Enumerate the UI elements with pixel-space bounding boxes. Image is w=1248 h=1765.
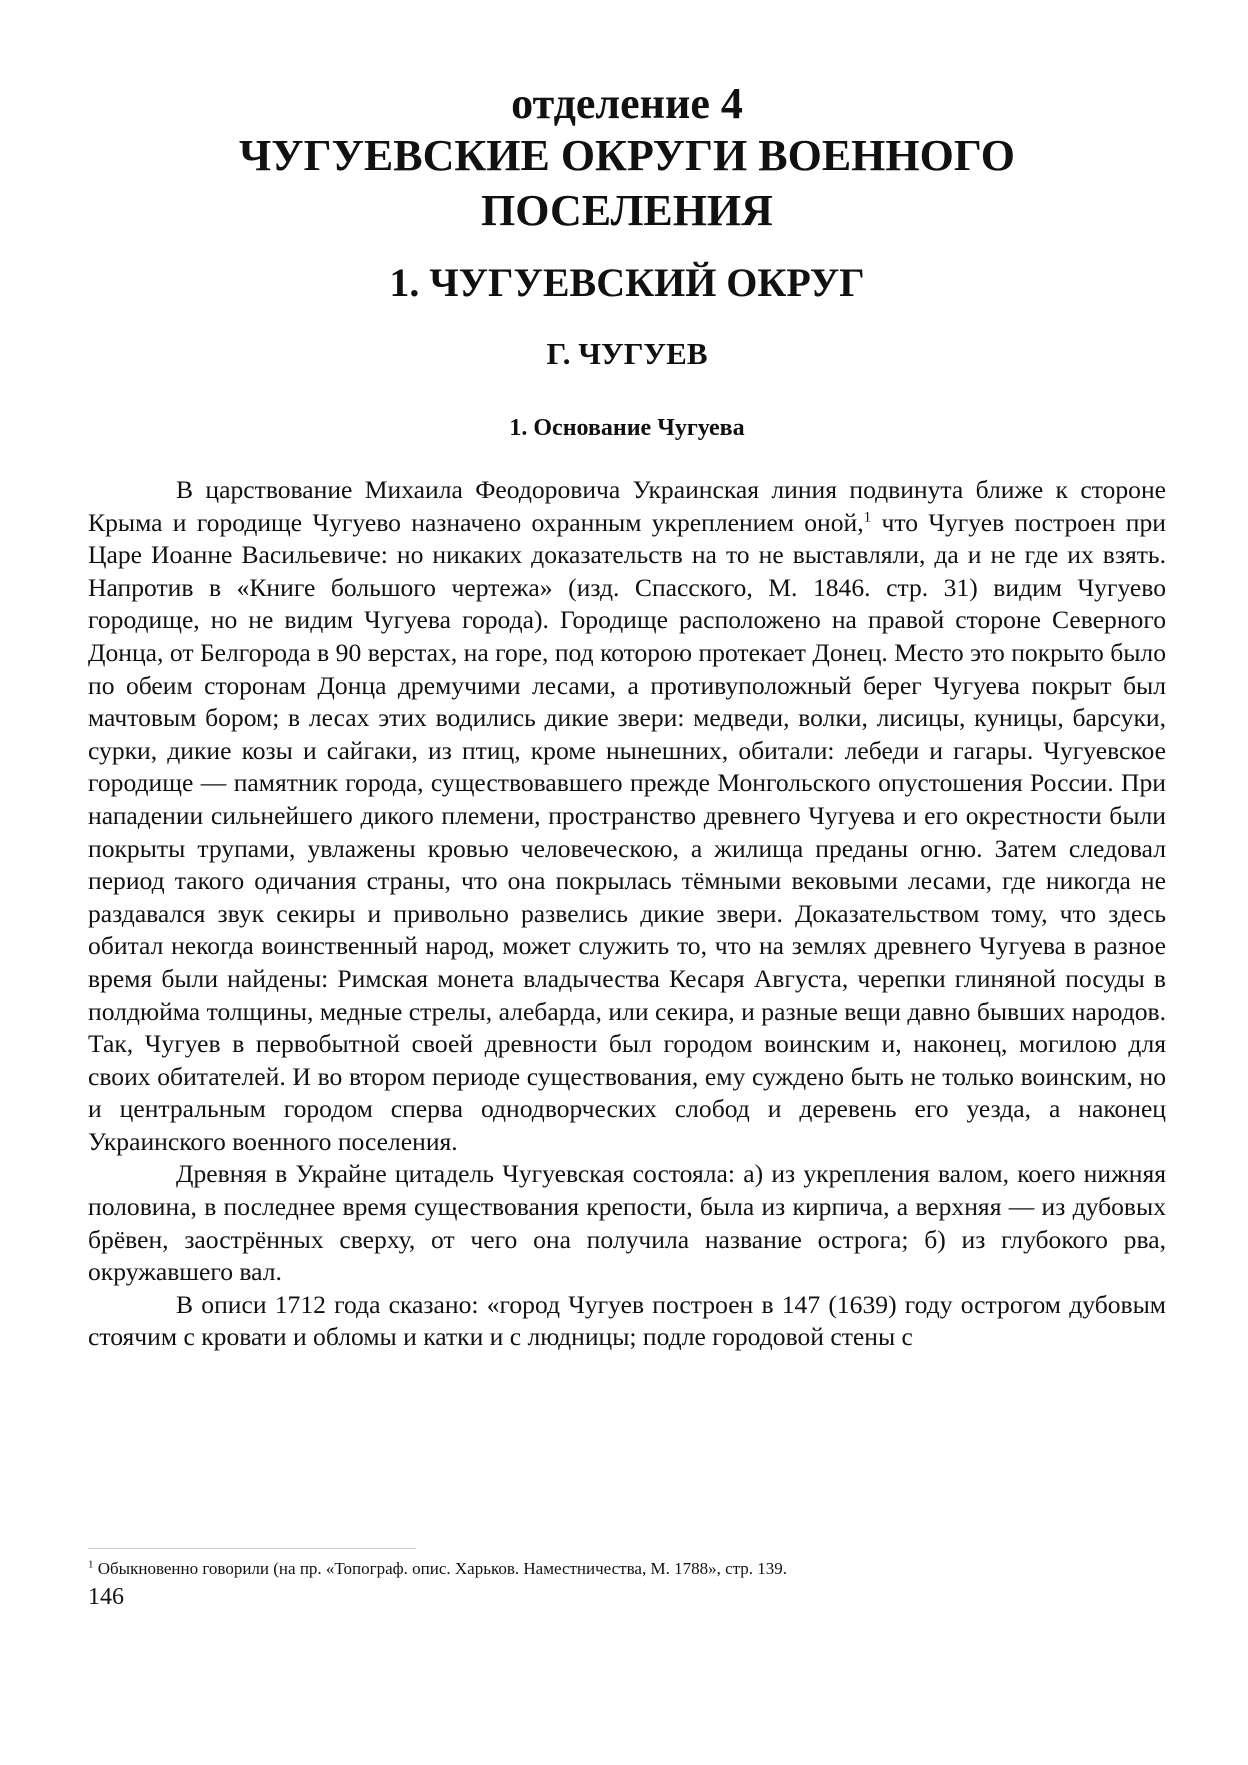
paragraph-title: 1. Основание Чугуева [509,415,745,441]
chapter-title-line-2: ПОСЕЛЕНИЯ [481,186,773,235]
chapter-title-line-1: ЧУГУЕВСКИЕ ОКРУГИ ВОЕННОГО [239,131,1015,180]
paragraph-1-text-a: В царствование Михаила Феодоровича Украинская линия подвинута ближе к стороне Крыма и городище Чугуево назначено охранным укреплением оной, [88,475,1166,537]
body-paragraph-3: В описи 1712 года сказано: «город Чугуев построен в 147 (1639) году острогом дубовым стоячим с кровати и обломы и катки и с людницы; подле городовой стены с [88,1289,1166,1352]
page-number: 146 [88,1584,124,1610]
city-title: Г. ЧУГУЕВ [546,336,708,371]
footnote-text: Обыкновенно говорили (на пр. «Топограф. опис. Харьков. Наместничества, М. 1788», стр. 139. [93,1559,787,1578]
footnote-divider [88,1548,416,1549]
body-paragraph-1 [88,474,1166,1158]
footnote [88,1558,1166,1580]
footnote-mark: 1 [88,1558,94,1571]
section-label: отделение 4 [511,79,743,128]
body-paragraph-2: Древняя в Украйне цитадель Чугуевская состояла: а) из укрепления валом, коего нижняя половина, в последнее время существования крепости, была из кирпича, а верхняя — из дубовых брёвен, заострённых сверху, от чего она получила название острога; б) из глубокого рва, окружавшего вал. [88,1159,1166,1287]
district-title: 1. ЧУГУЕВСКИЙ ОКРУГ [389,260,865,305]
body-text [88,474,1166,1354]
footnote-reference[interactable]: 1 [863,509,872,526]
chapter-title [88,128,1166,238]
paragraph-1-text-b: что Чугуев построен при Царе Иоанне Васильевиче: но никаких доказательств на то не выставляли, да и не где их взять. Напротив в «Книге большого чертежа» (изд. Спасского, М. 1846. стр. 31) видим Чугуево городище, но не видим Чугуева города). Городище расположено на правой стороне Северного Донца, от Белгорода в 90 верстах, на горе, под которою протекает Донец. Место это покрыто было по обеим сторонам Донца дремучими лесами, а противуположный берег Чугуева покрыт был мачтовым бором; в лесах этих водились дикие звери: медведи, волки, лисицы, куницы, барсуки, сурки, дикие козы и сайгаки, из птиц, кроме нынешних, обитали: лебеди и гагары. Чугуевское городище — памятник города, существовавшего прежде Монгольского опустошения России. При нападении сильнейшего дикого племени, пространство древнего Чугуева и его окрестности были покрыты трупами, увлажены кровью человеческою, а жилища преданы огню. Затем следовал период такого одичания страны, что она покрылась тёмными вековыми лесами, где никогда не раздавался звук секиры и привольно развелись дикие звери. Доказательством тому, что здесь обитал некогда воинственный народ, может служить то, что на землях древнего Чугуева в разное время были найдены: Римская монета владычества Кесаря Августа, черепки глиняной посуды в полдюйма толщины, медные стрелы, алебарда, или секира, и разные вещи давно бывших народов. Так, Чугуев в первобытной своей древности был городом воинским и, наконец, могилою для своих обитателей. И во втором периоде существования, ему суждено быть не только воинским, но и центральным городом сперва однодворческих слобод и деревень его уезда, а наконец Украинского военного поселения. [88,507,1166,1156]
